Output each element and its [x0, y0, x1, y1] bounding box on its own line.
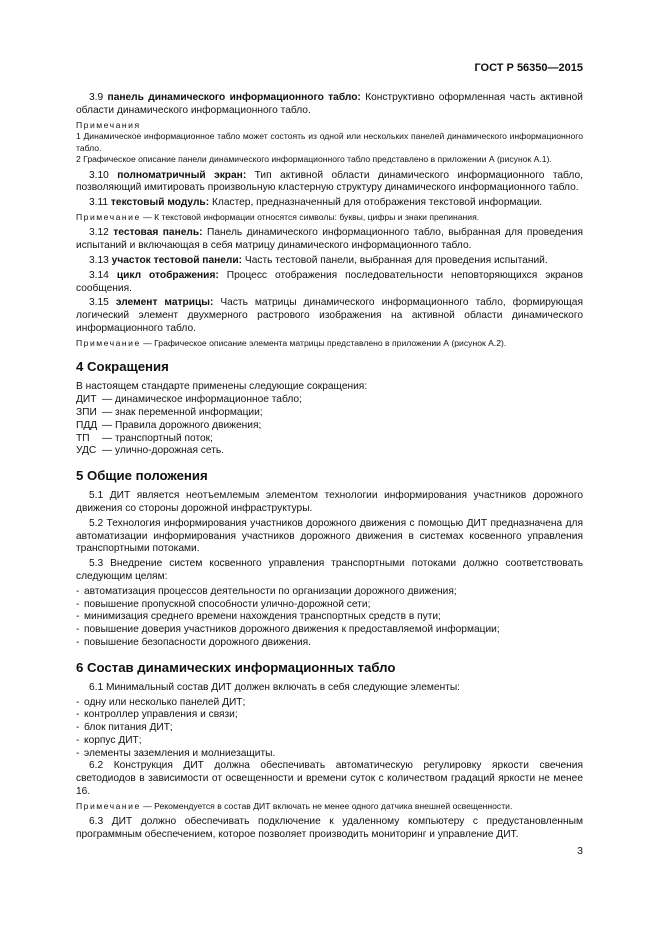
standard-header: ГОСТ Р 56350—2015 [474, 62, 583, 74]
term: тестовая панель: [113, 227, 203, 239]
section-5-heading: 5 Общие положения [76, 468, 208, 484]
abbreviation-item: ТП — транспортный поток; [76, 432, 213, 444]
term: текстовый модуль: [110, 197, 210, 209]
paragraph-6-2: 6.2 Конструкция ДИТ должна обеспечивать автоматическую регулировку яркости свечения светодиодов в зависимости от освещенности и времени суток с количеством градаций яркости не менее 16. [76, 760, 583, 798]
term: участок тестовой панели: [111, 255, 243, 267]
section-6-heading: 6 Состав динамических информационных табло [76, 659, 396, 675]
list-item: - повышение доверия участников дорожного движения к предоставляемой информации; [76, 624, 500, 636]
list-item: - повышение пропускной способности улично-дорожной сети; [76, 598, 371, 610]
note-6-2: Примечание — Рекомендуется в состав ДИТ включать не менее одного датчика внешней освещенности. [76, 800, 513, 811]
note-after-3-15: Примечание — Графическое описание элемента матрицы представлено в приложении А (рисунок А.2). [76, 337, 507, 348]
definition-3-13: 3.13 участок тестовой панели: Часть тестовой панели, выбранная для проведения испытаний. [89, 255, 548, 267]
abbreviation-item: УДС — улично-дорожная сеть. [76, 445, 225, 457]
page-content [76, 92, 583, 844]
term: цикл отображения: [116, 269, 219, 281]
list-item: - повышение безопасности дорожного движения. [76, 636, 311, 648]
term: элемент матрицы: [115, 297, 214, 309]
definition-3-14: 3.14 цикл отображения: Процесс отображения последовательности неповторяющихся экранов сообщения. [76, 269, 583, 294]
paragraph-5-3: 5.3 Внедрение систем косвенного управления транспортными потоками должно соответствовать следующим целям: [76, 558, 583, 582]
note-1: 1 Динамическое информационное табло может состоять из одной или нескольких панелей динамического информационного табло. [76, 131, 583, 153]
paragraph-5-1: 5.1 ДИТ является неотъемлемым элементом технологии информирования участников дорожного движения со стороны дорожной инфраструктуры. [76, 490, 583, 514]
list-item: - минимизация среднего времени нахождения транспортных средств в пути; [76, 611, 441, 623]
list-item: - блок питания ДИТ; [76, 722, 173, 734]
list-item: - автоматизация процессов деятельности по организации дорожного движения; [76, 585, 457, 597]
page-number: 3 [577, 845, 583, 857]
section-4-intro: В настоящем стандарте применены следующие сокращения: [76, 381, 368, 393]
definition-3-9: 3.9 панель динамического информационного табло: Конструктивно оформленная часть активной области динамического информационного табло. [76, 92, 583, 116]
list-item: - одну или несколько панелей ДИТ; [76, 696, 246, 708]
definition-3-11: 3.11 текстовый модуль: Кластер, предназначенный для отображения текстовой информации. [89, 197, 543, 209]
elements-list [76, 697, 583, 761]
term: полноматричный экран: [117, 169, 247, 181]
abbreviation-item: ЗПИ — знак переменной информации; [76, 406, 263, 418]
definition-3-15: 3.15 элемент матрицы: Часть матрицы динамического информационного табло, формирующая логический элемент двухмерного растрового изображения на активной области динамического информационного табло. [76, 297, 583, 335]
abbreviation-item: ПДД — Правила дорожного движения; [76, 419, 262, 431]
abbreviation-item: ДИТ — динамическое информационное табло; [76, 394, 302, 406]
abbreviation-list [76, 394, 583, 458]
definition-3-12: 3.12 тестовая панель: Панель динамического информационного табло, выбранная для проведения испытаний и включающая в себя матрицу динамического информационного табло. [76, 227, 583, 252]
note-2: 2 Графическое описание панели динамического информационного табло представлено в приложении А (рисунок А.1). [76, 154, 552, 165]
notes-title: Примечания [76, 119, 141, 130]
list-item: - корпус ДИТ; [76, 734, 142, 746]
term: панель динамического информационного табло: [107, 92, 361, 103]
paragraph-6-3: 6.3 ДИТ должно обеспечивать подключение к удаленному компьютеру с предустановленным программным обеспечением, которое позволяет производить мониторинг и управление ДИТ. [76, 816, 583, 841]
note-after-3-11: Примечание — К текстовой информации относятся символы: буквы, цифры и знаки препинания. [76, 211, 480, 222]
goals-list [76, 586, 583, 650]
paragraph-6-1: 6.1 Минимальный состав ДИТ должен включать в себя следующие элементы: [89, 681, 461, 693]
definition-3-10: 3.10 полноматричный экран: Тип активной области динамического информационного табло, позволяющий имитировать произвольную кластерную структуру динамического информационного табло. [76, 169, 583, 194]
notes-block [76, 120, 583, 166]
section-4-heading: 4 Сокращения [76, 359, 169, 375]
list-item: - контроллер управления и связи; [76, 709, 238, 721]
list-item: - элементы заземления и молниезащиты. [76, 747, 276, 759]
paragraph-5-2: 5.2 Технология информирования участников дорожного движения с помощью ДИТ предназначена для автоматизации информирования участников дорожного движения в системах косвенного управления транспортными потоками. [76, 517, 583, 555]
